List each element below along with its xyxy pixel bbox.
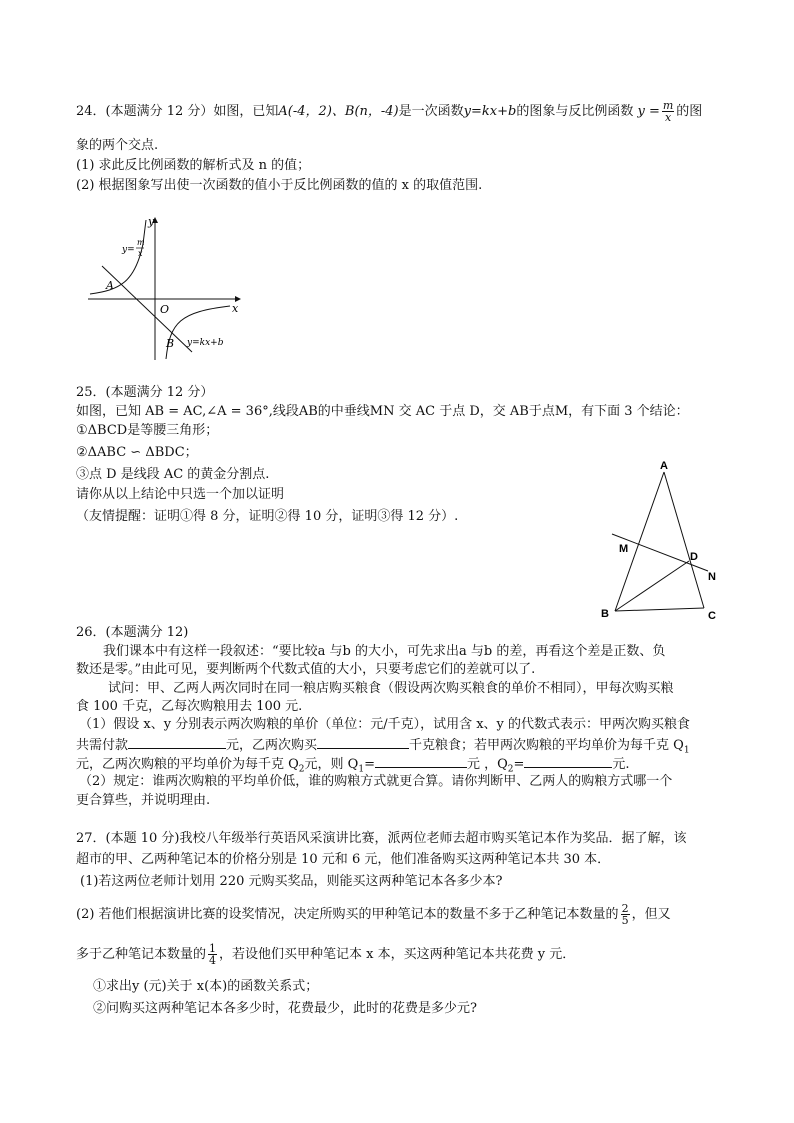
q24-text: 的图 bbox=[676, 104, 703, 119]
q26-text: 千克粮食；若甲两次购粮的平均单价为每千克 Q bbox=[409, 738, 684, 753]
q26-text: = bbox=[513, 757, 525, 772]
q27-text: (2) 若他们根据演讲比赛的设奖情况，决定所购买的甲种笔记本的数量不多于乙种笔记本数量的 bbox=[76, 907, 619, 922]
q24-line2: 象的两个交点. bbox=[76, 138, 159, 153]
point-d-label: D bbox=[690, 551, 698, 563]
q27-line6: ①求出y (元)关于 x(本)的函数关系式； bbox=[93, 979, 319, 994]
frac-numerator: 2 bbox=[621, 902, 629, 915]
q24-text: 的图象与反比例函数 bbox=[516, 104, 634, 119]
answer-blank-q1[interactable] bbox=[375, 754, 467, 768]
q26-text: 元，乙两次购粮的平均单价为每千克 Q bbox=[76, 757, 299, 772]
point-b-label: B bbox=[166, 337, 175, 350]
q26-line2: 我们课本中有这样一段叙述：“要比较a 与b 的大小，可先求出a 与b 的差，再看这个差是正数、负 bbox=[103, 644, 666, 659]
linear-line bbox=[102, 266, 192, 352]
q26-line10: 更合算些，并说明理由. bbox=[76, 793, 211, 808]
axis-y-label: y bbox=[148, 215, 155, 228]
q27-line7: ②问购买这两种笔记本各多少时，花费最少，此时的花费是多少元? bbox=[93, 1001, 477, 1016]
q27-line2: 超市的甲、乙两种笔记本的价格分别是 10 元和 6 元，他们准备购买这两种笔记本共 30 本． bbox=[76, 852, 611, 867]
q26-subscript: 2 bbox=[298, 764, 305, 775]
q27-line4 bbox=[76, 903, 671, 926]
q26-text: 元，则 Q bbox=[304, 757, 359, 772]
side-ac bbox=[664, 472, 704, 608]
line-label: y=kx+b bbox=[187, 338, 224, 348]
q25-line3: ①ΔBCD是等腰三角形； bbox=[76, 423, 219, 438]
frac-denominator: x bbox=[664, 111, 672, 124]
hyperbola-label-numerator: m bbox=[137, 238, 145, 247]
q27-line3: (1)若这两位老师计划用 220 元购买奖品，则能买这两种笔记本各多少本? bbox=[80, 874, 503, 889]
side-ab bbox=[615, 472, 664, 611]
q27-text: ，但又 bbox=[631, 907, 671, 922]
side-bc bbox=[615, 608, 704, 611]
q24-linear-fn: y=kx+b bbox=[463, 104, 517, 119]
q25-triangle-figure bbox=[598, 457, 728, 625]
q25-line2: 如图，已知 AB = AC,∠A = 36°,线段AB的中垂线MN 交 AC 于点 D，交 AB于点M，有下面 3 个结论： bbox=[76, 404, 689, 419]
q26-line3: 数还是零。”由此可见，要判断两个代数式值的大小，只要考虑它们的差就可以了. bbox=[76, 662, 536, 677]
frac-denominator: 4 bbox=[209, 954, 217, 967]
fraction-one-quarter bbox=[208, 943, 217, 966]
q27-text: 多于乙种笔记本数量的 bbox=[76, 947, 207, 962]
q25-line6: 请你从以上结论中只选一个加以证明 bbox=[76, 487, 285, 502]
answer-blank-kilograms[interactable] bbox=[317, 735, 409, 749]
q26-subscript: 1 bbox=[358, 764, 365, 775]
q25-line5: ③点 D 是线段 AC 的黄金分割点. bbox=[76, 467, 270, 482]
vertex-c-label: C bbox=[708, 610, 716, 622]
q24-graph bbox=[80, 212, 250, 364]
frac-denominator: 5 bbox=[621, 914, 629, 927]
q26-subscript: 1 bbox=[683, 745, 690, 756]
q26-line5: 食 100 千克，乙每次购粮用去 100 元. bbox=[76, 699, 303, 714]
q25-line1: 25．(本题满分 12 分） bbox=[76, 385, 214, 400]
q24-line3: (1) 求此反比例函数的解析式及 n 的值； bbox=[76, 158, 311, 173]
vertex-b-label: B bbox=[601, 608, 609, 620]
segment-bd bbox=[615, 561, 689, 611]
point-n-label: N bbox=[708, 571, 716, 583]
q27-text: ，若设他们买甲种笔记本 x 本，买这两种笔记本共花费 y 元． bbox=[219, 947, 576, 962]
frac-numerator: 1 bbox=[209, 942, 217, 955]
q26-text: 元 ，Q bbox=[466, 757, 508, 772]
q24-points: A(-4，2)、B(n，-4) bbox=[278, 104, 399, 119]
q26-line1: 26．(本题满分 12) bbox=[76, 625, 189, 640]
q24-text: 24．(本题满分 12 分）如图，已知 bbox=[76, 104, 279, 119]
q27-line5 bbox=[76, 943, 575, 966]
origin-label: O bbox=[160, 303, 170, 316]
q26-line4: 试问：甲、乙两人两次同时在同一粮店购买粮食（假设两次购买粮食的单价不相同），甲每次购买粮 bbox=[108, 681, 674, 696]
q24-inverse-fn: y = bbox=[637, 104, 660, 119]
q25-line7: （友情提醒：证明①得 8 分，证明②得 10 分，证明③得 12 分）. bbox=[76, 509, 459, 524]
q26-text: = bbox=[364, 757, 375, 772]
q27-line1: 27．(本题 10 分)我校八年级举行英语风采演讲比赛，派两位老师去超市购买笔记本作为奖品．据了解，该 bbox=[76, 831, 687, 846]
hyperbola-branch-right bbox=[166, 306, 230, 359]
frac-numerator: m bbox=[662, 99, 674, 112]
q26-subscript: 2 bbox=[507, 764, 514, 775]
q26-line9: （2）规定：谁两次购粮的平均单价低，谁的购粮方式就更合算。请你判断甲、乙两人的购粮方式哪一个 bbox=[79, 774, 673, 789]
q24-text: 是一次函数 bbox=[398, 104, 464, 119]
q25-line4: ②ΔABC ∽ ΔBDC； bbox=[76, 445, 198, 460]
q26-text: 元. bbox=[612, 757, 630, 772]
axis-x-label: x bbox=[232, 302, 239, 315]
q26-text: 元，乙两次购买 bbox=[226, 738, 318, 753]
hyperbola-label: y= bbox=[122, 245, 135, 255]
q24-line4: (2) 根据图象写出使一次函数的值小于反比例函数的值的 x 的取值范围. bbox=[76, 178, 483, 193]
q26-text: 共需付款 bbox=[76, 738, 129, 753]
q24-line1 bbox=[76, 100, 702, 123]
point-a-label: A bbox=[106, 279, 114, 292]
q24-fraction bbox=[662, 100, 674, 123]
vertex-a-label: A bbox=[660, 460, 668, 472]
hyperbola-label-denominator: x bbox=[138, 249, 143, 258]
q26-line6: （1）假设 x、y 分别表示两次购粮的单价（单位：元/千克），试用含 x、y 的代数式表示：甲两次购买粮食 bbox=[79, 717, 691, 732]
answer-blank-q2[interactable] bbox=[524, 754, 612, 768]
fraction-two-fifths bbox=[621, 903, 630, 926]
point-m-label: M bbox=[619, 543, 629, 555]
answer-blank-payment[interactable] bbox=[128, 735, 226, 749]
